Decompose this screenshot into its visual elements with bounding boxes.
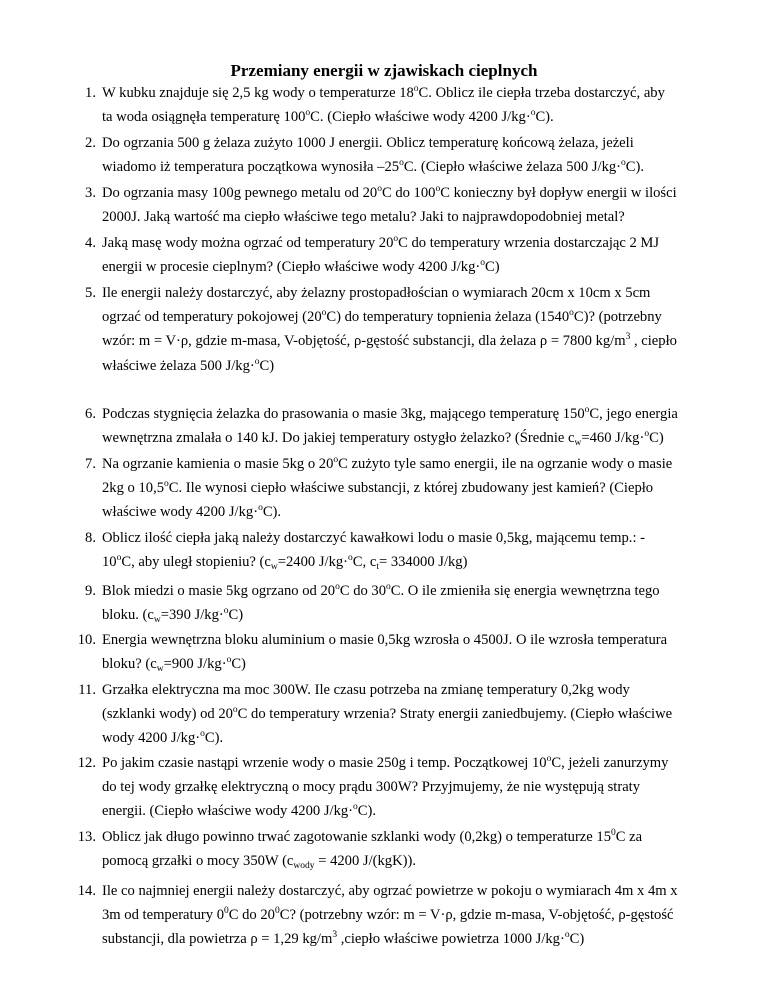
problem-text-line: substancji, dla powietrza ρ = 1,29 $kg/m^3$ ,ciepło właściwe powietrza 1000 J/kg·$^o$C) xyxy=(102,930,585,948)
problem-number: 1. xyxy=(85,85,96,101)
problem-text-line: Energia wewnętrzna bloku aluminium o masie 0,5kg wzrosła o 4500J. O ile wzrosła temperatura xyxy=(102,632,668,648)
problem-number: 12. xyxy=(77,755,96,771)
problem-text-line: ogrzać od temperatury pokojowej (20$^o$C) do temperatury topnienia żelaza (1540$^o$C)? (potrzebny xyxy=(102,308,662,326)
problem-text-line: Do ogrzania masy 100g pewnego metalu od 20$^o$C do 100$^o$C konieczny był dopływ energii w ilości xyxy=(102,184,677,201)
problem-text-line: wewnętrzna zmalała o 140 kJ. Do jakiej temperatury ostygło żelazko? (Średnie $c_w=460$ J/kg·$^o$C) xyxy=(102,429,664,449)
problem-text-line: Na ogrzanie kamienia o masie 5kg o 20$^o$C zużyto tyle samo energii, ile na ogrzanie wody o masie xyxy=(102,455,673,472)
problem-text-line: Podczas stygnięcia żelazka do prasowania o masie 3kg, mającego temperaturę 150$^o$C, jego energia xyxy=(102,405,678,422)
problem-text-line: wzór: m = V·ρ, gdzie m-masa, V-objętość, ρ-gęstość substancji, dla żelaza ρ = 7800 $kg/m^3$ , ciepło xyxy=(102,332,677,350)
problem-text-line: właściwe wody 4200 J/kg·$^o$C). xyxy=(102,503,282,521)
problem-text-line: 10$^o$C, aby uległ stopieniu? ($c_w=2400$ J/kg·$^o$C, $c_t= 334000$ J/kg) xyxy=(102,553,468,573)
problem-text-line: ta woda osiągnęła temperaturę 100$^o$C. (Ciepło właściwe wody 4200 J/kg·$^o$C). xyxy=(102,108,554,126)
problem-text-line: Po jakim czasie nastąpi wrzenie wody o masie 250g i temp. Początkowej 10$^o$C, jeżeli zanurzymy xyxy=(102,754,669,771)
problem-number: 8. xyxy=(85,530,96,546)
problem-number: 2. xyxy=(85,135,96,151)
problem-number: 3. xyxy=(85,185,96,201)
problem-number: 7. xyxy=(85,456,96,472)
problem-text-line: (szklanki wody) od 20$^o$C do temperatury wrzenia? Straty energii zaniedbujemy. (Ciepło właściwe xyxy=(102,705,673,723)
problem-text-line: bloku? ($c_w=900$ J/kg·$^o$C) xyxy=(102,655,246,675)
problem-number: 9. xyxy=(85,583,96,599)
problem-number: 5. xyxy=(85,285,96,301)
problem-number: 11. xyxy=(78,682,96,698)
problem-text-line: bloku. ($c_w=390$ J/kg·$^o$C) xyxy=(102,606,244,626)
problem-number: 4. xyxy=(85,235,96,251)
problem-text-line: 2000J. Jaką wartość ma ciepło właściwe tego metalu? Jaki to najprawdopodobniej metal? xyxy=(102,209,625,226)
problem-text-line: wody 4200 J/kg·$^o$C). xyxy=(102,729,224,747)
document-title: Przemiany energii w zjawiskach cieplnych xyxy=(230,61,538,81)
problem-text-line: wiadomo iż temperatura początkowa wynosiła –25$^o$C. (Ciepło właściwe żelaza 500 J/kg·$^o$C). xyxy=(102,158,645,176)
problem-text-line: właściwe żelaza 500 J/kg·$^o$C) xyxy=(102,356,275,374)
problem-number: 13. xyxy=(77,829,96,845)
problem-text-line: pomocą grzałki o mocy 350W ($c_{wody} = 4200$ J/(kgK)). xyxy=(102,853,417,872)
problem-text-line: Jaką masę wody można ogrzać od temperatury 20$^o$C do temperatury wrzenia dostarczając 2 MJ xyxy=(102,234,660,251)
problem-text-line: energii w procesie cieplnym? (Ciepło właściwe wody 4200 J/kg·$^o$C) xyxy=(102,258,500,276)
problem-text-line: 3m od temperatury $0^0C$ do $20^0C$? (potrzebny wzór: m = V·ρ, gdzie m-masa, V-objętość, ρ-gęstość xyxy=(102,906,674,924)
problem-text-line: Oblicz ilość ciepła jaką należy dostarczyć kawałkowi lodu o masie 0,5kg, mającemu temp.: - xyxy=(102,530,646,546)
problem-number: 6. xyxy=(85,406,96,422)
problem-text-line: energii. (Ciepło właściwe wody 4200 J/kg·$^o$C). xyxy=(102,802,377,820)
problem-text-line: Ile co najmniej energii należy dostarczyć, aby ogrzać powietrze w pokoju o wymiarach 4m x 4m x xyxy=(102,883,678,899)
problem-text-line: Do ogrzania 500 g żelaza zużyto 1000 J energii. Oblicz temperaturę końcową żelaza, jeżeli xyxy=(102,135,634,151)
problem-number: 10. xyxy=(77,632,96,648)
problem-text-line: Ile energii należy dostarczyć, aby żelazny prostopadłościan o wymiarach 20cm x 10cm x 5cm xyxy=(102,285,651,301)
problem-text-line: do tej wody grzałkę elektryczną o mocy prądu 300W? Przyjmujemy, że nie występują straty xyxy=(102,779,641,796)
problem-text-line: W kubku znajduje się 2,5 kg wody o temperaturze 18$^o$C. Oblicz ile ciepła trzeba dostarczyć, aby xyxy=(102,84,665,101)
problem-text-line: Blok miedzi o masie 5kg ogrzano od 20$^o$C do 30$^o$C. O ile zmieniła się energia wewnętrzna tego xyxy=(102,582,660,599)
problem-number: 14. xyxy=(77,883,96,899)
problem-text-line: Oblicz jak długo powinno trwać zagotowanie szklanki wody (0,2kg) o temperaturze $15^0C$ za xyxy=(102,828,643,845)
problem-text-line: Grzałka elektryczna ma moc 300W. Ile czasu potrzeba na zmianę temperatury 0,2kg wody xyxy=(102,682,630,698)
problem-text-line: 2kg o 10,5$^o$C. Ile wynosi ciepło właściwe substancji, z której zbudowany jest kamień? (Ciepło xyxy=(102,479,654,497)
